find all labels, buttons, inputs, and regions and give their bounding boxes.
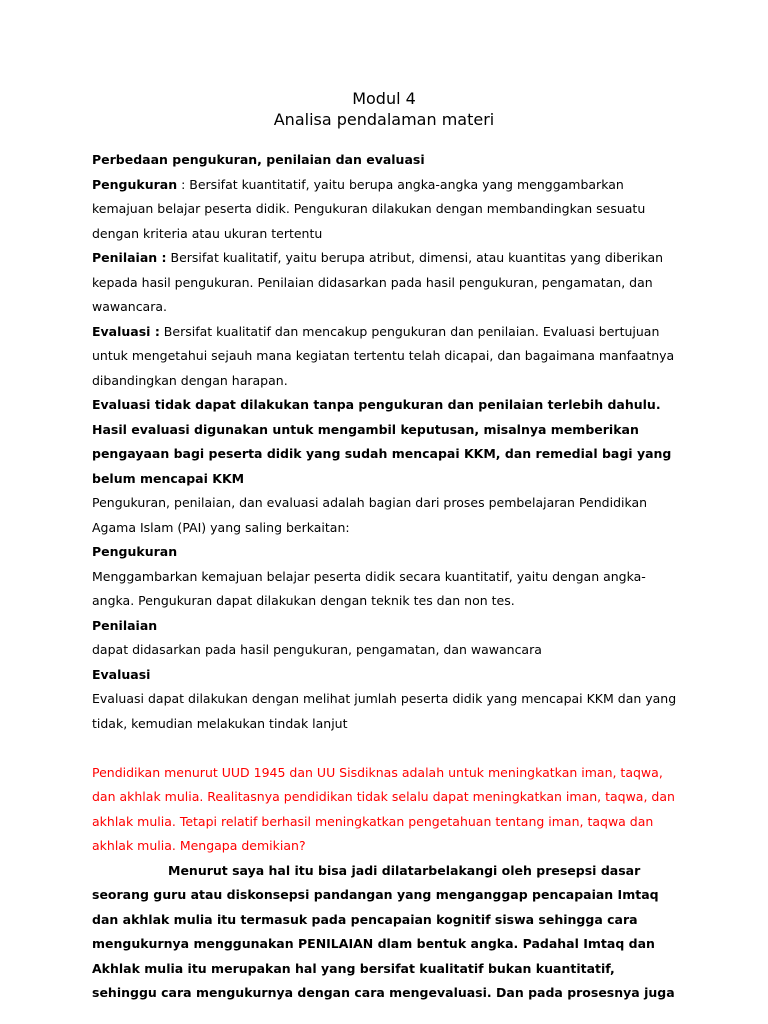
definition-text: Bersifat kualitatif dan mencakup pengukuran dan penilaian. Evaluasi bertujuan untuk mengetahui sejauh mana kegiatan tertentu telah dicapai, dan bagaimana manfaatnya dibandingkan dengan harapan. xyxy=(92,323,675,388)
paragraph-pengukuran: Menggambarkan kemajuan belajar peserta didik secara kuantitatif, yaitu dengan angka-angka. Pengukuran dapat dilakukan dengan teknik tes dan non tes. xyxy=(92,568,646,608)
paragraph-evaluasi: Evaluasi dapat dilakukan dengan melihat jumlah peserta didik yang mencapai KKM dan yang tidak, kemudian melakukan tindak lanjut xyxy=(92,691,677,731)
answer-paragraph: Menurut saya hal itu bisa jadi dilatarbelakangi oleh presepsi dasar seorang guru atau diskonsepsi pandangan yang menganggap pencapaian Imtaq dan akhlak mulia itu termasuk pada pencapaian kognitif siswa sehingga cara mengukurnya menggunakan PENILAIAN dlam bentuk angka. Padahal Imtaq dan Akhlak mulia itu merupakan hal yang bersifat kualitatif bukan kuantitatif, sehinggu cara mengukurnya dengan cara mengevaluasi. Dan pada prosesnya juga xyxy=(92,862,675,1000)
document-subtitle: Analisa pendalaman materi xyxy=(273,110,495,129)
definition-penilaian xyxy=(92,246,677,320)
document-title: Modul 4 xyxy=(352,89,416,108)
subheading-evaluasi: Evaluasi xyxy=(92,666,151,682)
title-block xyxy=(0,88,768,130)
term-evaluasi: Evaluasi : xyxy=(92,323,160,339)
term-separator: : xyxy=(177,176,190,192)
definition-text: Bersifat kualitatif, yaitu berupa atribut, dimensi, atau kuantitas yang diberikan kepada hasil pengukuran. Penilaian didasarkan pada hasil pengukuran, pengamatan, dan wawancara. xyxy=(92,250,664,314)
question-paragraph: Pendidikan menurut UUD 1945 dan UU Sisdiknas adalah untuk meningkatkan iman, taqwa, dan akhlak mulia. Realitasnya pendidikan tidak selalu dapat meningkatkan iman, taqwa, dan akhlak mulia. Tetapi relatif berhasil meningkatkan pengetahuan tentang iman, taqwa dan akhlak mulia. Mengapa demikian? xyxy=(92,764,675,853)
paragraph-penilaian: dapat didasarkan pada hasil pengukuran, pengamatan, dan wawancara xyxy=(92,642,542,657)
blank-line xyxy=(92,736,677,761)
subheading-penilaian: Penilaian xyxy=(92,617,158,633)
definition-text: Bersifat kuantitatif, yaitu berupa angka-angka yang menggambarkan kemajuan belajar peserta didik. Pengukuran dilakukan dengan membandingkan sesuatu dengan kriteria atau ukuran tertentu xyxy=(92,176,646,241)
bold-note: Evaluasi tidak dapat dilakukan tanpa pengukuran dan penilaian terlebih dahulu. Hasil evaluasi digunakan untuk mengambil keputusan, misalnya memberikan pengayaan bagi peserta didik yang sudah mencapai KKM, dan remedial bagi yang belum mencapai KKM xyxy=(92,397,672,486)
subheading-pengukuran: Pengukuran xyxy=(92,544,178,559)
definition-pengukuran xyxy=(92,173,677,247)
section-heading: Perbedaan pengukuran, penilaian dan evaluasi xyxy=(92,152,425,167)
term-penilaian: Penilaian : xyxy=(92,250,167,265)
document-body xyxy=(92,148,677,1006)
term-pengukuran: Pengukuran xyxy=(92,176,178,192)
intro-paragraph: Pengukuran, penilaian, dan evaluasi adalah bagian dari proses pembelajaran Pendidikan Agama Islam (PAI) yang saling berkaitan: xyxy=(92,495,648,535)
definition-evaluasi xyxy=(92,320,677,394)
